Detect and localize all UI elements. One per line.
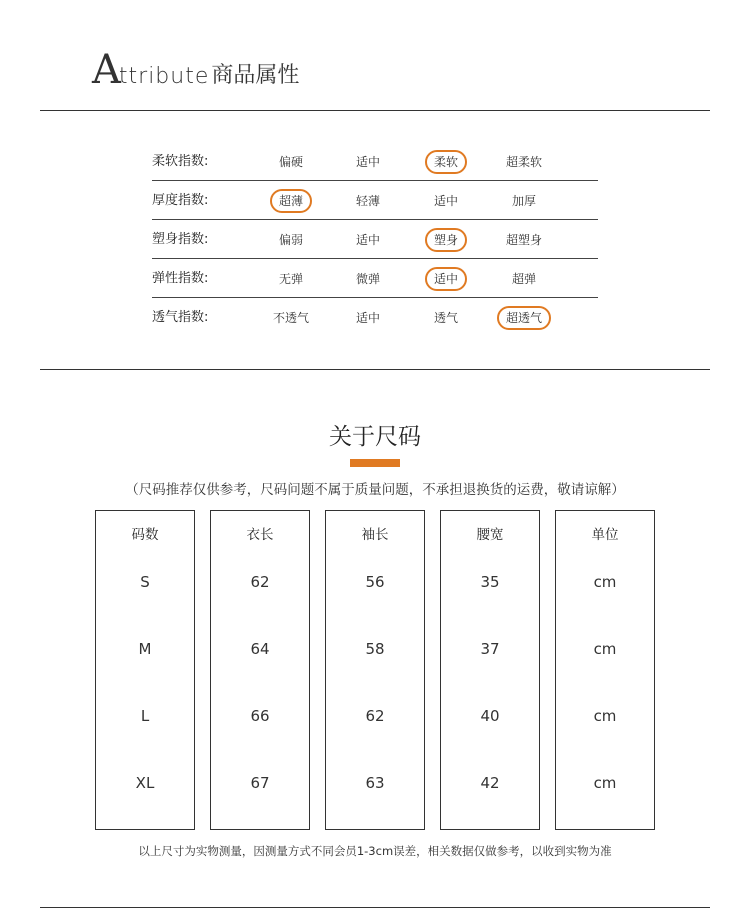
size-column-sleeve bbox=[325, 510, 425, 830]
size-note: （尺码推荐仅供参考，尺码问题不属于质量问题，不承担退换货的运费，敬请谅解） bbox=[125, 482, 625, 498]
size-section-title: 关于尺码 bbox=[329, 424, 421, 450]
size-cell: 67 bbox=[250, 774, 270, 792]
size-footnote: 以上尺寸为实物测量，因测量方式不同会员1-3cm误差，相关数据仅做参考，以收到实物为准 bbox=[138, 844, 612, 858]
column-header: 单位 bbox=[591, 527, 619, 543]
size-cell: cm bbox=[593, 573, 617, 591]
attribute-option: 适中 bbox=[433, 194, 458, 208]
size-cell: 66 bbox=[250, 707, 270, 725]
row-divider bbox=[152, 258, 598, 259]
size-cell: cm bbox=[593, 640, 617, 658]
size-column-unit bbox=[555, 510, 655, 830]
attribute-option-selected: 适中 bbox=[406, 260, 486, 298]
size-cell: 58 bbox=[365, 640, 385, 658]
attribute-row-shaping bbox=[152, 221, 598, 259]
attribute-row-elasticity bbox=[152, 260, 598, 298]
attribute-label: 塑身指数: bbox=[152, 232, 209, 247]
attribute-option: 超柔软 bbox=[505, 155, 542, 169]
header-latin-initial: A bbox=[92, 47, 121, 93]
size-cell: 63 bbox=[365, 774, 385, 792]
attribute-option: 微弹 bbox=[355, 272, 380, 286]
attribute-label: 透气指数: bbox=[152, 310, 209, 325]
size-column-code bbox=[95, 510, 195, 830]
attribute-option-selected: 超薄 bbox=[251, 182, 331, 220]
size-cell: cm bbox=[593, 707, 617, 725]
attribute-option: 不透气 bbox=[272, 311, 309, 325]
attribute-option: 偏硬 bbox=[278, 155, 303, 169]
column-header: 码数 bbox=[131, 527, 159, 543]
attribute-option: 适中 bbox=[355, 233, 380, 247]
attribute-row-breathability bbox=[152, 299, 598, 337]
column-header: 腰宽 bbox=[476, 527, 504, 543]
attribute-option: 透气 bbox=[433, 311, 458, 325]
attribute-label: 弹性指数: bbox=[152, 271, 209, 286]
size-cell: 62 bbox=[365, 707, 385, 725]
size-cell: 37 bbox=[480, 640, 500, 658]
section-header-attribute bbox=[92, 44, 300, 93]
size-cell: XL bbox=[135, 774, 155, 792]
size-cell: S bbox=[140, 573, 150, 591]
size-cell: 42 bbox=[480, 774, 500, 792]
attribute-option: 超塑身 bbox=[505, 233, 542, 247]
attribute-option-selected: 超透气 bbox=[484, 299, 564, 337]
size-cell: 64 bbox=[250, 640, 270, 658]
attribute-option: 加厚 bbox=[511, 194, 536, 208]
attribute-option: 轻薄 bbox=[355, 194, 380, 208]
attribute-label: 柔软指数: bbox=[152, 154, 209, 169]
attribute-option: 适中 bbox=[355, 311, 380, 325]
attribute-label: 厚度指数: bbox=[152, 193, 209, 208]
attribute-option-selected: 塑身 bbox=[406, 221, 486, 259]
title-accent-bar bbox=[350, 459, 400, 467]
row-divider bbox=[152, 180, 598, 181]
size-cell: L bbox=[140, 707, 150, 725]
column-header: 袖长 bbox=[361, 527, 389, 543]
attribute-option: 偏弱 bbox=[278, 233, 303, 247]
row-divider bbox=[152, 297, 598, 298]
size-cell: 56 bbox=[365, 573, 385, 591]
attribute-option: 无弹 bbox=[278, 272, 303, 286]
header-title: 商品属性 bbox=[211, 62, 300, 88]
row-divider bbox=[152, 219, 598, 220]
divider-middle bbox=[40, 369, 710, 370]
attribute-row-thickness bbox=[152, 182, 598, 220]
divider-top bbox=[40, 110, 710, 111]
size-column-length bbox=[210, 510, 310, 830]
size-cell: 35 bbox=[480, 573, 500, 591]
attribute-option-selected: 柔软 bbox=[406, 143, 486, 181]
attribute-option: 超弹 bbox=[511, 272, 536, 286]
size-cell: 40 bbox=[480, 707, 500, 725]
header-latin-text: ttribute bbox=[118, 64, 210, 89]
size-cell: cm bbox=[593, 774, 617, 792]
column-header: 衣长 bbox=[246, 527, 274, 543]
attribute-row-softness bbox=[152, 143, 598, 181]
size-column-waist bbox=[440, 510, 540, 830]
size-cell: 62 bbox=[250, 573, 270, 591]
divider-bottom bbox=[40, 907, 710, 908]
attribute-option: 适中 bbox=[355, 155, 380, 169]
size-cell: M bbox=[138, 640, 152, 658]
